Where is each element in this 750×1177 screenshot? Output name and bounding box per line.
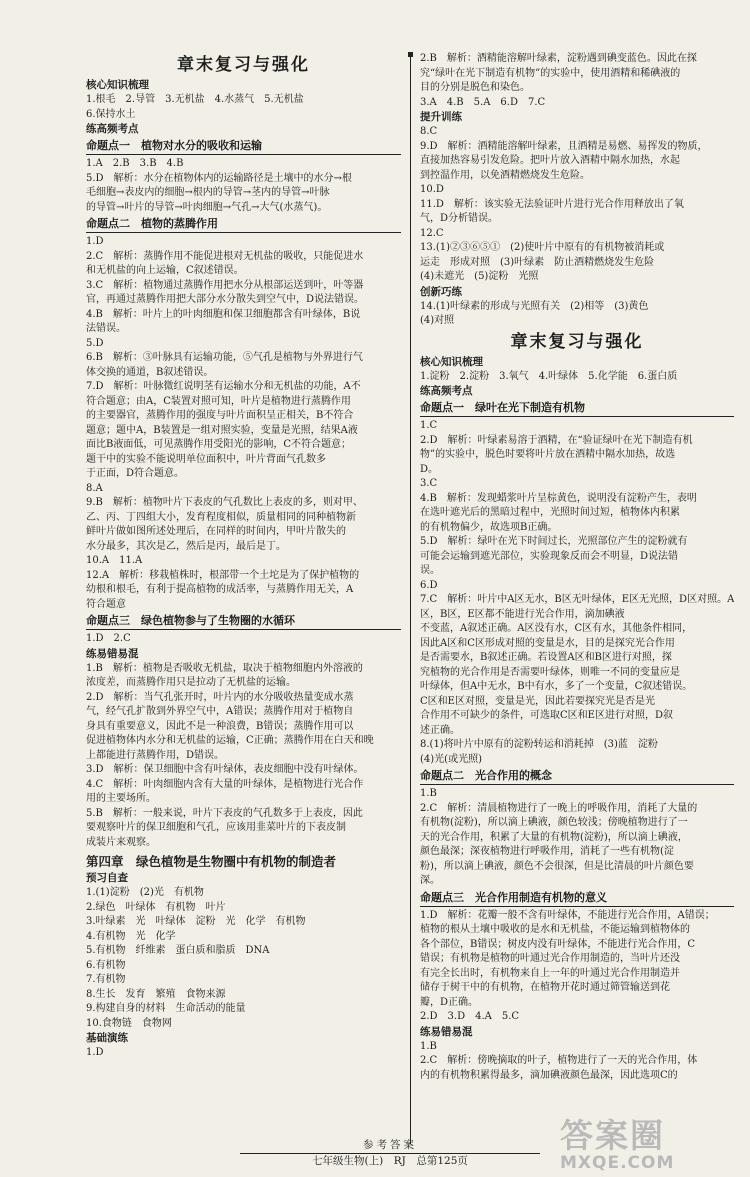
answer-line: 3.C 解析：植物通过蒸腾作用把水分从根部运送到叶，叶等器	[86, 279, 364, 291]
answer-line: 的有机物偏少，故选项B正确。	[420, 521, 558, 533]
answer-line: 6.B 解析：③叶脉具有运输功能，⑤气孔是植物与外界进行气	[86, 352, 363, 363]
answer-line: 1.D 解析：花瓣一般不含有叶绿体，不能进行光合作用，A错误；	[420, 909, 715, 921]
answer-line: 8.生长 发育 繁殖 食物来源	[86, 988, 226, 1000]
answer-line: 气，D分析错误。	[420, 213, 499, 224]
answer-line: (4)光(或光照)	[420, 753, 482, 765]
topic-heading: 命题点一 植物对水分的吸收和运输	[86, 138, 401, 155]
answer-line: 法错误。	[86, 323, 126, 334]
answer-line: 5.D 解析：绿叶在光下时间过长，光照部位产生的淀粉就有	[420, 536, 688, 547]
answer-line: 6.有机物	[86, 959, 126, 971]
answer-line: (4)未遮光 (5)淀粉 光照	[420, 271, 539, 282]
answer-line: 用的主要场所。	[86, 793, 156, 804]
answer-line: 7.有机物	[86, 974, 126, 985]
answer-line: 的导管→叶片的导管→叶肉细胞→气孔→大气(水蒸气)。	[86, 201, 328, 213]
subsection-heading: 核心知识梳理	[86, 79, 149, 91]
section-title: 章末复习与强化	[510, 331, 644, 352]
answer-line: 13.(1)②③⑥⑤① (2)使叶片中原有的有机物被消耗或	[420, 242, 665, 253]
answer-line: 1.D 2.C	[86, 633, 131, 644]
answer-line: 有完全长出时，有机物来自上一年的叶通过光合作用制造并	[420, 967, 680, 979]
answer-line: 在选叶遮光后的黑暗过程中，光照时间过短，植物体内积累	[420, 507, 680, 518]
answer-line: 符合题意	[86, 598, 126, 610]
answer-line: 不变蓝，A叙述正确。A区没有水，C区有水，其他条件相同，	[420, 623, 693, 634]
answer-line: 4.B 解析：发现蜡浆叶片呈棕黄色，说明没有淀粉产生，表明	[420, 492, 697, 504]
subsection-heading: 练易错易混	[420, 1025, 473, 1038]
answer-line: 内的有机物积累得最多，滴加碘液颜色最深，因此选项C的	[420, 1069, 678, 1081]
answer-line: 身具有重要意义，因此不是一种浪费，B错误；蒸腾作用可以	[86, 720, 354, 732]
answer-line: 符合题意；由A，C装置对照可知，叶片是植物进行蒸腾作用	[86, 395, 351, 407]
answer-line: 8.C	[420, 126, 438, 137]
column-divider	[410, 52, 411, 1144]
answer-line: 的主要器官，蒸腾作用的强度与叶片面积呈正相关，B不符合	[86, 410, 354, 421]
answer-line: 植物的根从土壤中吸收的是水和无机盐，不能运输到植物体的	[420, 924, 690, 935]
answer-line: 2.B 解析：酒精能溶解叶绿素，淀粉遇到碘变蓝色。因此在探	[420, 53, 697, 64]
answer-line: D。	[420, 463, 439, 475]
subsection-heading: 提升训练	[420, 111, 462, 123]
answer-line: 可能会运输到遮光部位，实验现象反而会不明显，D说法错	[420, 550, 679, 562]
answer-line: 3.叶绿素 光 叶绿体 淀粉 光 化学 有机物	[86, 916, 306, 927]
answer-line: 4.B 解析：叶片上的叶肉细胞和保卫细胞都含有叶绿体，B说	[86, 308, 361, 320]
topic-heading: 命题点二 光合作用的概念	[420, 768, 734, 785]
answer-line: 6.D	[420, 579, 438, 591]
answer-line: 1.B 解析：植物是否吸收无机盐，取决于植物细胞内外溶液的	[86, 662, 363, 674]
answer-line: 鲜叶片做如图所述处理后，在同样的时间内，甲叶片散失的	[86, 526, 346, 537]
answer-line: 10.食物链 食物网	[86, 1017, 172, 1029]
answer-line: 10.A 11.A	[86, 555, 143, 566]
answer-line: 促进植物体内水分和无机盐的运输，C正确；蒸腾作用在白天和晚	[86, 735, 374, 746]
answer-line: 5.有机物 纤维素 蛋白质和脂质 DNA	[86, 945, 270, 956]
answer-line: 误。	[420, 565, 440, 576]
answer-line: 物”的实验中，脱色时要将叶片放在酒精中隔水加热，故选	[420, 449, 676, 460]
answer-line: 9.构建自身的材料 生命活动的能量	[86, 1003, 246, 1014]
answer-line: 1.(1)淀粉 (2)光 有机物	[86, 887, 204, 898]
answer-line: 10.D	[420, 184, 444, 195]
answer-line: 1.C	[420, 420, 438, 431]
answer-line: 3.C	[420, 478, 438, 489]
subsection-heading: 练易错易混	[86, 647, 139, 660]
answer-line: 粉)，所以滴上碘液，颜色不会很深，但是比清晨的叶片颜色要	[420, 860, 694, 872]
answer-line: 2.C 解析：清晨植物进行了一晚上的呼吸作用，消耗了大量的	[420, 802, 698, 814]
answer-line: 8.A	[86, 482, 103, 494]
topic-heading: 命题点三 绿色植物参与了生物圈的水循环	[86, 613, 401, 630]
answer-line: 叶绿体，但A中无水，B中有水，多了一个变量，C叙述错误。	[420, 681, 693, 692]
answer-line: 于正面，D符合题意。	[86, 468, 185, 479]
answer-line: 到控温作用，以免酒精燃烧发生危险。	[420, 169, 590, 181]
answer-line: 2.C 解析：傍晚摘取的叶子，植物进行了一天的光合作用，体	[420, 1055, 698, 1066]
watermark-url: MXQE.COM	[560, 1153, 675, 1173]
answer-line: 14.(1)叶绿素的形成与光照有关 (2)相等 (3)黄色	[420, 300, 649, 312]
subsection-heading: 预习自查	[86, 872, 128, 884]
answer-line: 瓣，D正确。	[420, 996, 479, 1008]
answer-line: 究植物的光合作用是否需要叶绿体，则唯一不同的变量应是	[420, 666, 680, 678]
answer-line: 因此A区和C区形成对照的变量是水，目的是探究光合作用	[420, 637, 675, 649]
answer-line: 体交换的通道，B叙述错误。	[86, 366, 214, 378]
subsection-heading: 创新巧练	[420, 285, 462, 298]
topic-heading: 命题点一 绿叶在光下制造有机物	[420, 400, 734, 417]
page-footer	[240, 1138, 540, 1169]
answer-line: 各个部位，B错误；树皮内没有叶绿体，不能进行光合作用，C	[420, 938, 695, 950]
answer-line: 题意；题中A，B装置是一组对照实验，变量是光照，结果A液	[86, 424, 358, 436]
answer-line: 1.A 2.B 3.B 4.B	[86, 158, 184, 169]
answer-line: 储存于树干中的有机物，在植物开花时通过筛管输送到花	[420, 982, 670, 993]
watermark-logo	[560, 1110, 740, 1172]
answer-line: 错误；有机物是植物的叶通过光合作用制造的，当叶片还没	[420, 953, 680, 964]
answer-line: 8.(1)将叶片中原有的淀粉转运和消耗掉 (3)蓝 淀粉	[420, 739, 658, 750]
answer-line: 4.C 解析：叶肉细胞内含有大量的叶绿体，是植物进行光合作	[86, 778, 364, 790]
answer-line: 9.B 解析：植物叶片下表皮的气孔数比上表皮的多，则对甲、	[86, 497, 363, 508]
answer-line: 3.A 4.B 5.A 6.D 7.C	[420, 96, 546, 108]
answer-line: 1.D	[86, 1047, 104, 1058]
left-column	[86, 52, 401, 1061]
answer-line: 1.根毛 2.导管 3.无机盐 4.水蒸气 5.无机盐	[86, 94, 304, 105]
answer-line: 7.C 解析：叶片中A区无水，B区无叶绿体，E区无光照，D区对照。A	[420, 594, 734, 605]
topic-heading: 命题点三 光合作用制造有机物的意义	[420, 890, 734, 907]
answer-line: 题干中的实验不能说明单位面积中，叶片背面气孔数多	[86, 453, 326, 465]
answer-line: 1.淀粉 2.淀粉 3.氧气 4.叶绿体 5.化学能 6.蛋白质	[420, 370, 678, 382]
answer-line: 3.D 解析：保卫细胞中含有叶绿体，表皮细胞中没有叶绿体。	[86, 764, 364, 775]
watermark-text: 答案圈	[560, 1116, 665, 1155]
subsection-heading: 练高频考点	[420, 385, 473, 397]
answer-line: 9.D 解析：酒精能溶解叶绿素，且酒精是易燃、易挥发的物质，	[420, 140, 708, 152]
answer-line: 1.B	[420, 1040, 437, 1052]
subsection-heading: 核心知识梳理	[420, 355, 483, 368]
answer-line: 2.绿色 叶绿体 有机物 叶片	[86, 901, 226, 913]
answer-line: 直接加热容易引发危险。把叶片放入酒精中隔水加热，水起	[420, 155, 680, 166]
answer-line: 1.B	[420, 788, 437, 799]
answer-line: 5.D 解析：水分在植物体内的运输路径是土壤中的水分→根	[86, 172, 352, 184]
answer-line: 合作用不可缺少的条件，可选取C区和E区进行对照，D叙	[420, 710, 673, 721]
topic-heading: 命题点二 植物的蒸腾作用	[86, 216, 401, 233]
footer-title: 参考答案	[240, 1138, 540, 1154]
answer-line: 浓度差，而蒸腾作用只是拉动了无机盐的运输。	[86, 677, 296, 688]
answer-line: 有机物(淀粉)，所以滴上碘液，颜色较浅；傍晚植物进行了一	[420, 817, 688, 828]
answer-line: 毛细胞→表皮内的细胞→根内的导管→茎内的导管→叶脉	[86, 187, 330, 198]
answer-line: 和无机盐的向上运输，C叙述错误。	[86, 265, 244, 276]
answer-line: 1.D	[86, 236, 104, 247]
answer-line: 究“绿叶在光下制造有机物”的实验中，使用酒精和稀碘液的	[420, 67, 681, 79]
answer-line: 区，B区，E区都不能进行光合作用，滴加碘液	[420, 608, 625, 620]
answer-line: (4)对照	[420, 315, 455, 326]
answer-line: 气，经气孔扩散到外界空气中，A错误；蒸腾作用对于植物自	[86, 706, 354, 717]
answer-line: 2.C 解析：蒸腾作用不能促进根对无机盐的吸收，只能促进水	[86, 250, 364, 262]
answer-line: 面比B液面低，可见蒸腾作用受阳光的影响，C不符合题意；	[86, 439, 351, 450]
footer-page-info: 七年级生物(上) RJ 总第125页	[312, 1155, 468, 1167]
answer-line: 目的分别是脱色和染色。	[420, 82, 530, 93]
answer-line: 2.D 解析：当气孔张开时，叶片内的水分吸收热量变成水蒸	[86, 691, 354, 703]
answer-line: 6.保持水土	[86, 108, 136, 120]
answer-line: C区和E区对照，变量是光，因此若要探究光是否是光	[420, 695, 655, 707]
section-title: 章末复习与强化	[177, 55, 310, 75]
answer-line: 11.D 解析：该实验无法验证叶片进行光合作用释放出了氧	[420, 198, 684, 210]
answer-line: 7.D 解析：叶脉微红说明茎有运输水分和无机盐的功能，A不	[86, 381, 361, 392]
answer-line: 是否需要水，B叙述正确。若设置A区和B区进行对照，探	[420, 652, 672, 663]
answer-line: 述正确。	[420, 724, 460, 736]
answer-line: 水分最多，其次是乙，然后是丙，最后是丁。	[86, 540, 286, 552]
answer-line: 官，再通过蒸腾作用把大部分水分散失到空气中，D说法错误。	[86, 294, 365, 305]
answer-line: 深。	[420, 875, 440, 886]
subsection-heading: 基础演练	[86, 1032, 128, 1044]
answer-line: 天的光合作用，积累了大量的有机物(淀粉)，所以滴上碘液，	[420, 831, 688, 843]
answer-line: 上都能进行蒸腾作用，D错误。	[86, 749, 225, 761]
subsection-heading: 练高频考点	[86, 123, 139, 135]
answer-line: 颜色最深；深夜植物进行呼吸作用，消耗了一些有机物(淀	[420, 846, 674, 857]
answer-line: 幼根和根毛，有利于提高植物的成活率，与蒸腾作用无关，A	[86, 584, 354, 595]
chapter-heading: 第四章 绿色植物是生物圈中有机物的制造者	[86, 854, 337, 869]
answer-line: 4.有机物 光 化学	[86, 930, 176, 942]
right-column	[420, 52, 734, 1083]
answer-line: 12.C	[420, 227, 444, 239]
answer-line: 5.D	[86, 337, 104, 349]
answer-line: 5.B 解析：一般来说，叶片下表皮的气孔数多于上表皮，因此	[86, 807, 363, 819]
answer-line: 乙、丙、丁四组大小，发育程度相似，质量相同的同种植物新	[86, 511, 356, 523]
answer-line: 成装片来观察。	[86, 836, 156, 848]
answer-line: 12.A 解析：移栽植株时，根部带一个土坨是为了保护植物的	[86, 569, 360, 581]
answer-line: 运走 形成对照 (3)叶绿素 防止酒精燃烧发生危险	[420, 256, 655, 268]
answer-line: 2.D 3.D 4.A 5.C	[420, 1011, 520, 1022]
answer-line: 要观察叶片的保卫细胞和气孔，应该用韭菜叶片的下表皮制	[86, 822, 346, 833]
answer-line: 2.D 解析：叶绿素易溶于酒精，在“验证绿叶在光下制造有机	[420, 434, 693, 446]
